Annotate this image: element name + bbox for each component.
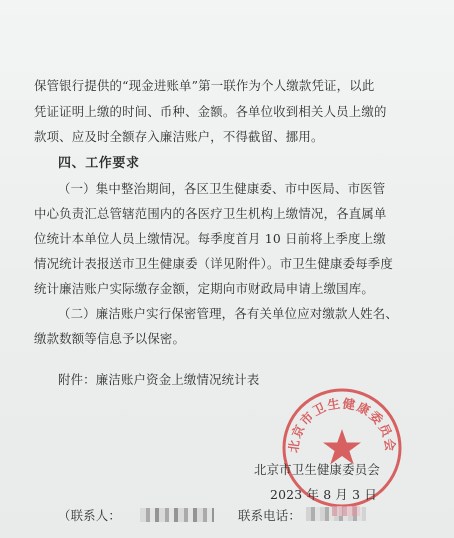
section-heading: 四、工作要求 [58, 156, 140, 171]
body-line-7: 情况统计表报送市卫生健康委（详见附件）。市卫生健康委每季度 [34, 256, 393, 271]
seal-text: 北京市卫生健康委员会 [285, 395, 399, 454]
body-line-10: 缴款数额等信息予以保密。 [34, 331, 186, 346]
issue-date: 2023 年 8 月 3 日 [270, 487, 377, 502]
body-line-9: （二）廉洁账户实行保密管理，各有关单位应对缴款人姓名、 [58, 306, 398, 321]
body-line-5: 中心负责汇总管辖范围内的各医疗卫生机构上缴情况，各直属单 [34, 206, 387, 221]
body-line-4: （一）集中整治期间，各区卫生健康委、市中医局、市医管 [58, 181, 386, 196]
body-line-2: 凭证证明上缴的时间、币种、金额。各单位收到相关人员上缴的 [34, 104, 387, 119]
redacted-contact-name [140, 508, 214, 522]
body-line-8: 统计廉洁账户实际缴存金额，定期向市财政局申请上缴国库。 [34, 281, 374, 296]
seal-star-icon [323, 429, 361, 465]
contact-person-label: （联系人： [58, 508, 121, 523]
body-line-1: 保管银行提供的“现金进账单”第一联作为个人缴款凭证，以此 [34, 78, 375, 93]
contact-phone-label: 联系电话： [238, 508, 301, 523]
attachment-line: 附件：廉洁账户资金上缴情况统计表 [58, 372, 260, 387]
redacted-phone-mosaic [332, 506, 360, 516]
issuer-name: 北京市卫生健康委员会 [254, 462, 380, 477]
body-line-6: 位统计本单位人员上缴情况。每季度首月 10 日前将上季度上缴 [34, 231, 386, 246]
body-line-3: 款项、应及时全额存入廉洁账户，不得截留、挪用。 [34, 129, 324, 144]
